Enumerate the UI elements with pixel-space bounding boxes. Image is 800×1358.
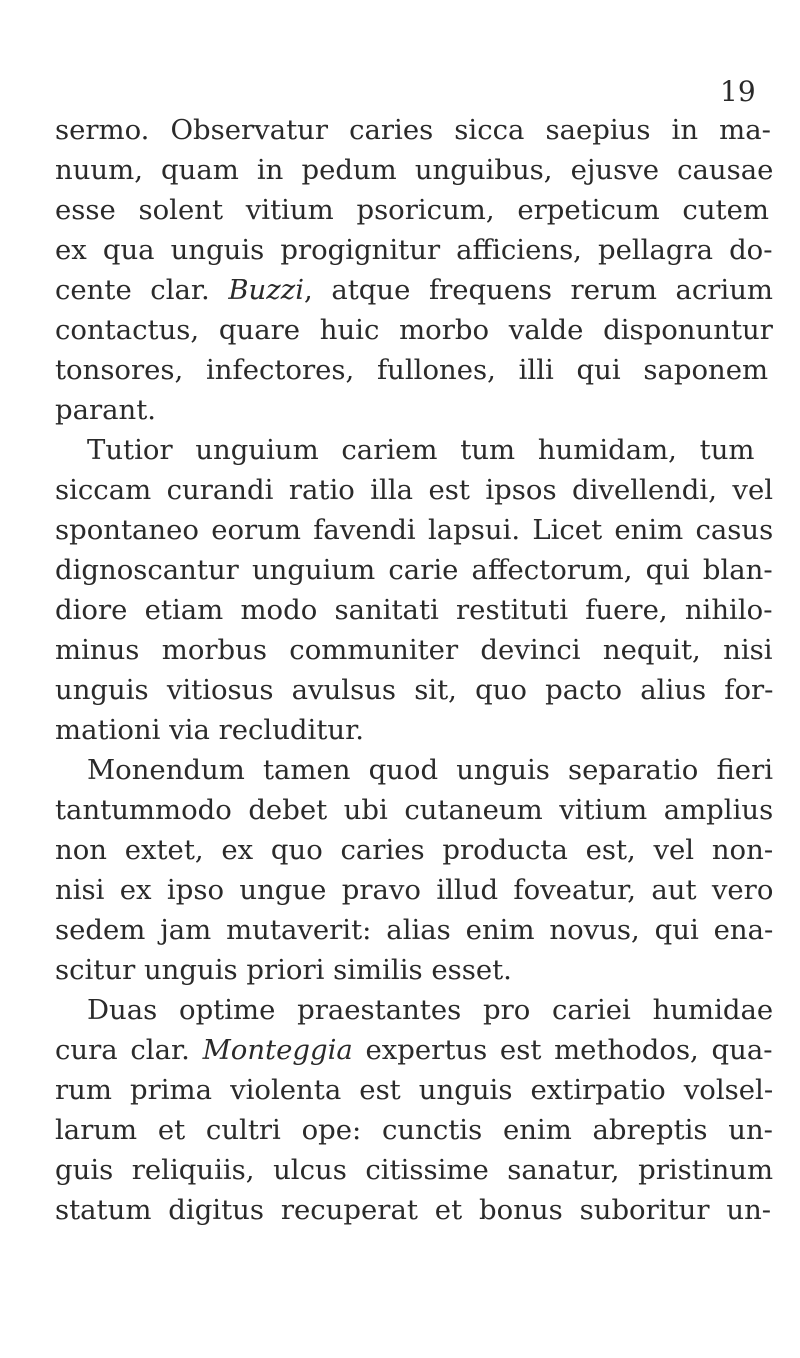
text-segment: cente clar.	[55, 274, 229, 306]
text-segment: tonsores, infectores, fullones, illi qui saponem	[55, 354, 769, 386]
text-segment: guis reliquiis, ulcus citissime sanatur, pristinum	[55, 1154, 774, 1186]
text-line	[55, 190, 769, 230]
text-segment: esse solent vitium psoricum, erpeticum cutem	[55, 194, 769, 226]
text-line	[55, 110, 771, 150]
italic-name: Buzzi	[228, 274, 305, 306]
text-line	[55, 150, 773, 190]
text-segment: spontaneo eorum favendi lapsui. Licet enim casus	[55, 514, 774, 546]
text-segment: tantummodo debet ubi cutaneum vitium amplius	[55, 794, 774, 826]
text-segment: siccam curandi ratio illa est ipsos divellendi, vel	[55, 474, 774, 506]
text-segment: parant.	[55, 394, 157, 426]
text-segment: , atque frequens rerum acrium	[304, 274, 773, 306]
text-line	[55, 390, 156, 430]
text-line	[55, 550, 773, 590]
text-segment: diore etiam modo sanitati restituti fuere, nihilo-	[55, 594, 773, 626]
text-line	[55, 1070, 773, 1110]
text-line	[55, 1190, 771, 1230]
text-segment: scitur unguis priori similis esset.	[55, 954, 512, 986]
text-segment: cura clar.	[55, 1034, 203, 1066]
text-line	[55, 710, 364, 750]
text-segment: minus morbus communiter devinci nequit, nisi	[55, 634, 773, 666]
text-line	[55, 950, 512, 990]
text-segment: contactus, quare huic morbo valde disponuntur	[55, 314, 773, 346]
text-line	[55, 910, 773, 950]
italic-name: Monteggia	[202, 1034, 353, 1066]
text-segment: sermo. Observatur caries sicca saepius in ma-	[55, 114, 771, 146]
text-segment: expertus est methodos, qua-	[352, 1034, 773, 1066]
text-line	[55, 670, 773, 710]
text-line	[87, 430, 755, 470]
text-segment: mationi via recluditur.	[55, 714, 364, 746]
text-segment: ex qua unguis progignitur afficiens, pellagra do-	[55, 234, 773, 266]
text-line	[87, 750, 773, 790]
text-segment: Monendum tamen quod unguis separatio fieri	[87, 754, 774, 786]
text-segment: statum digitus recuperat et bonus suboritur un-	[55, 1194, 772, 1226]
text-segment: larum et cultri ope: cunctis enim abreptis un-	[55, 1114, 773, 1146]
text-line	[55, 790, 773, 830]
text-line	[55, 270, 773, 310]
text-line	[55, 590, 773, 630]
text-line	[55, 830, 773, 870]
text-line	[55, 310, 773, 350]
text-line	[55, 870, 773, 910]
text-line	[55, 510, 773, 550]
text-segment: Duas optime praestantes pro cariei humidae	[87, 994, 774, 1026]
text-segment: non extet, ex quo caries producta est, vel non-	[55, 834, 774, 866]
text-segment: rum prima violenta est unguis extirpatio volsel-	[55, 1074, 774, 1106]
text-line	[55, 470, 773, 510]
text-line	[55, 1150, 773, 1190]
text-segment: dignoscantur unguium carie affectorum, qui blan-	[55, 554, 773, 586]
text-segment: Tutior unguium cariem tum humidam, tum	[87, 434, 755, 466]
text-line	[55, 230, 773, 270]
text-segment: sedem jam mutaverit: alias enim novus, qui ena-	[55, 914, 774, 946]
text-line	[55, 350, 768, 390]
text-segment: unguis vitiosus avulsus sit, quo pacto alius for-	[55, 674, 774, 706]
text-line	[87, 990, 773, 1030]
page-number: 19	[720, 75, 756, 108]
text-line	[55, 630, 773, 670]
text-line	[55, 1110, 773, 1150]
text-segment: nisi ex ipso ungue pravo illud foveatur, aut vero	[55, 874, 774, 906]
text-line	[55, 1030, 773, 1070]
text-segment: nuum, quam in pedum unguibus, ejusve causae	[55, 154, 774, 186]
